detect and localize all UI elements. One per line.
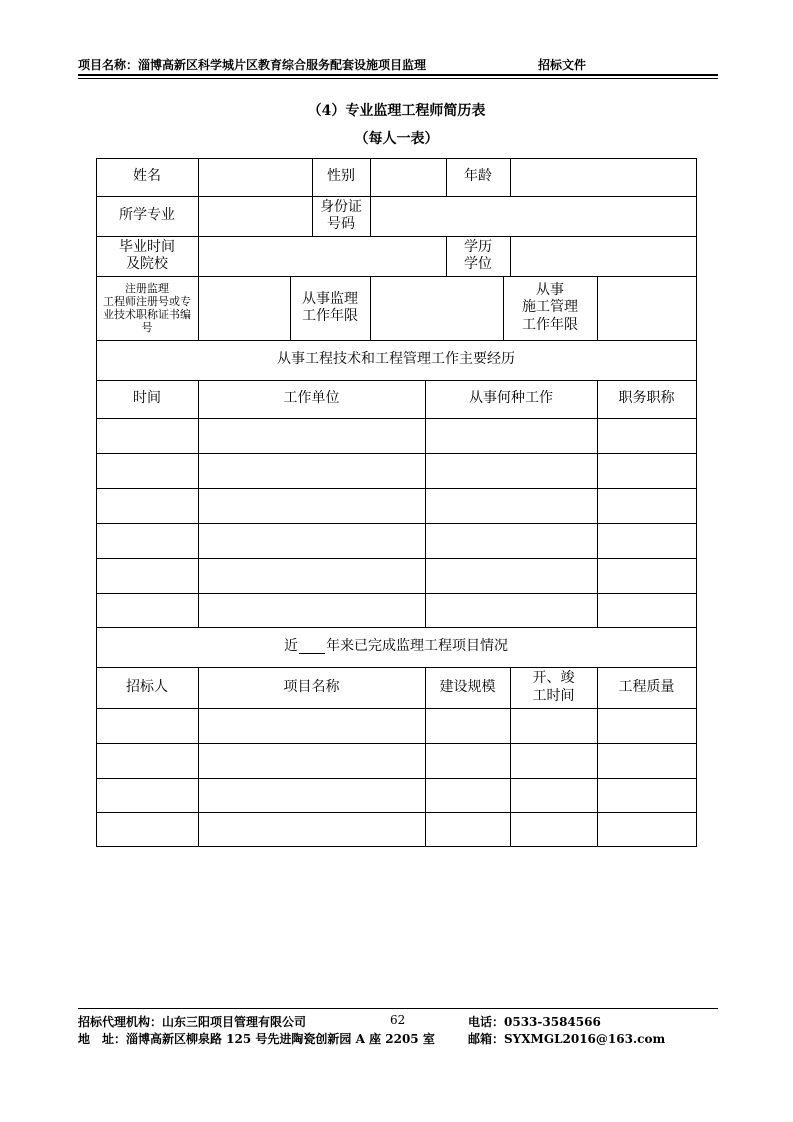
- projects-section-title: [96, 627, 696, 667]
- gender-label: 性别: [327, 168, 355, 185]
- footer-address: 地 址：淄博高新区柳泉路 125 号先进陶瓷创新园 A 座 2205 室: [78, 1032, 435, 1046]
- footer-page-number: 62: [390, 1013, 406, 1027]
- footer-email: 邮箱：SYXMGL2016@163.com: [468, 1032, 666, 1046]
- gender-value-cell[interactable]: [370, 158, 446, 196]
- header-rule: [78, 74, 718, 76]
- construction-years-label: 从事 施工管理 工作年限: [522, 281, 578, 333]
- registration-label: 注册监理 工程师注册号或专 业技术职称证书编 号: [103, 281, 191, 335]
- projects-col-dates: 开、竣 工时间: [532, 670, 575, 704]
- experience-col-time: 时间: [133, 390, 161, 407]
- experience-col-employer: 工作单位: [283, 390, 340, 407]
- age-label: 年龄: [464, 168, 492, 185]
- header-project-name: 项目名称：淄博高新区科学城片区教育综合服务配套设施项目监理: [78, 58, 427, 72]
- id-number-value-cell[interactable]: [370, 196, 696, 236]
- experience-col-work-type: 从事何种工作: [469, 390, 553, 407]
- projects-col-name: 项目名称: [283, 678, 340, 695]
- id-number-label: 身份证 号码: [320, 198, 362, 232]
- degree-label: 学历 学位: [464, 238, 492, 272]
- major-label: 所学专业: [119, 207, 175, 224]
- projects-title-prefix: 近: [284, 638, 298, 655]
- name-label: 姓名: [133, 168, 161, 185]
- degree-value-cell[interactable]: [510, 236, 696, 276]
- years-blank[interactable]: [299, 641, 325, 654]
- footer-phone: 电话：0533-3584566: [468, 1015, 601, 1029]
- header-doc-type: 招标文件: [538, 58, 587, 72]
- footer-agency: 招标代理机构：山东三阳项目管理有限公司: [78, 1015, 307, 1029]
- experience-section-title: 从事工程技术和工程管理工作主要经历: [277, 351, 515, 368]
- experience-col-title: 职务职称: [618, 390, 675, 407]
- age-value-cell[interactable]: [510, 158, 696, 196]
- footer-rule: [78, 1008, 718, 1009]
- graduation-value-cell[interactable]: [198, 236, 446, 276]
- page-subtitle: （每人一表）: [354, 131, 439, 147]
- page-title: （4）专业监理工程师简历表: [307, 103, 486, 119]
- registration-value-cell[interactable]: [198, 276, 290, 340]
- supervision-years-label: 从事监理 工作年限: [302, 290, 358, 324]
- projects-col-quality: 工程质量: [618, 678, 675, 695]
- major-value-cell[interactable]: [198, 196, 312, 236]
- projects-col-tenderer: 招标人: [126, 678, 168, 695]
- name-value-cell[interactable]: [198, 158, 312, 196]
- graduation-label: 毕业时间 及院校: [119, 238, 175, 272]
- projects-col-scale: 建设规模: [439, 678, 496, 695]
- header-rule-thin: [78, 78, 718, 79]
- projects-title-suffix: 年来已完成监理工程项目情况: [326, 638, 508, 655]
- supervision-years-value-cell[interactable]: [370, 276, 503, 340]
- construction-years-value-cell[interactable]: [597, 276, 696, 340]
